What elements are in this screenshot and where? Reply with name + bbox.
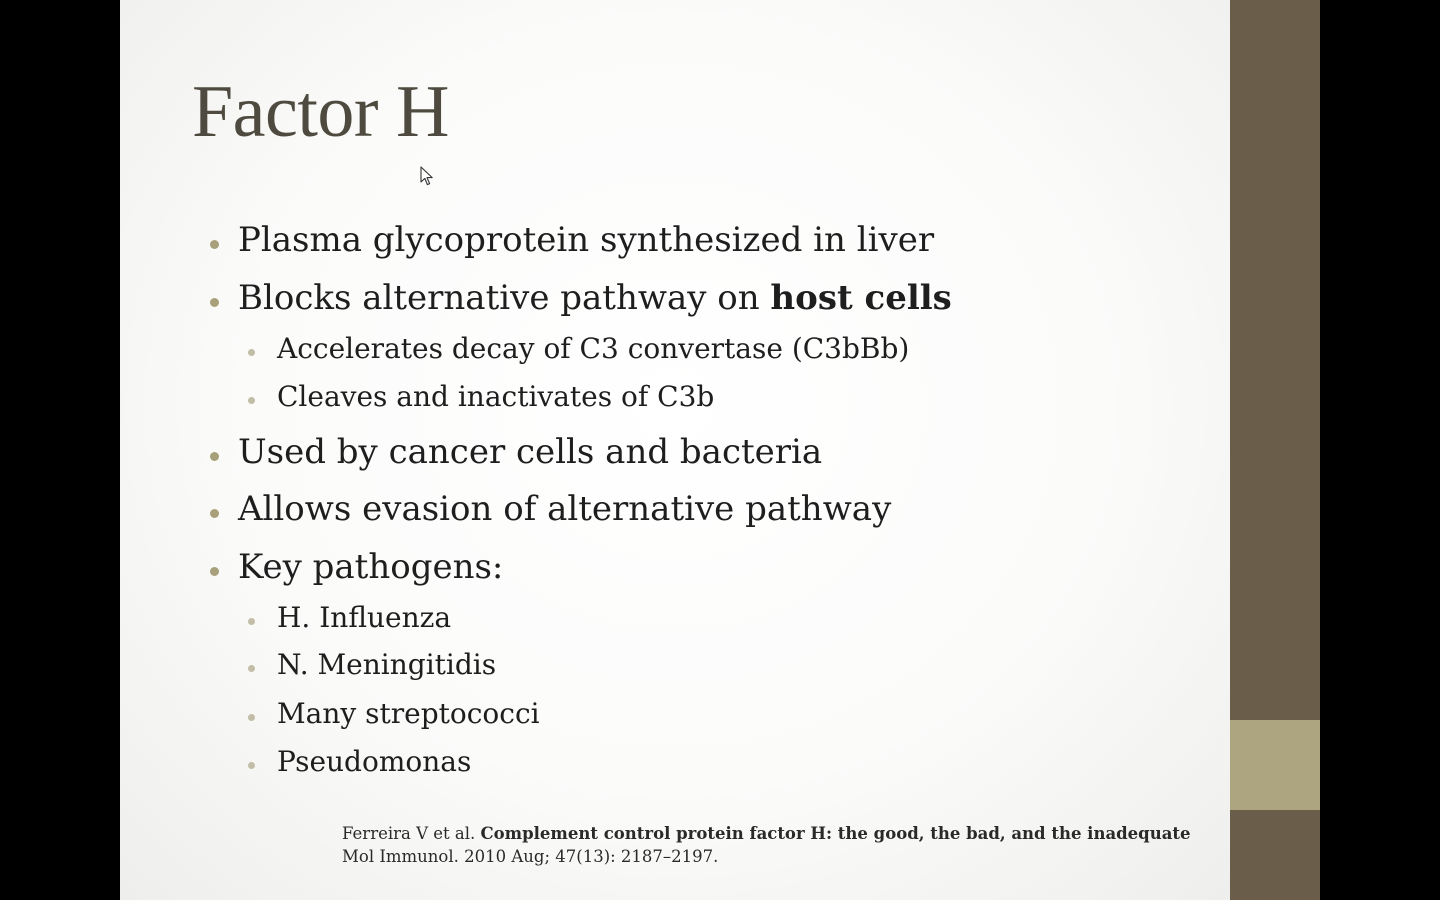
bullet-text: Accelerates decay of C3 convertase (C3bBb) [277, 332, 910, 365]
bullet-marker [210, 298, 219, 307]
bullet-item [238, 432, 822, 472]
bullet-marker [248, 665, 255, 672]
sub-bullet-item [277, 380, 714, 413]
bullet-item [238, 489, 891, 529]
bullet-text: H. Influenza [277, 601, 452, 634]
bullet-text: Allows evasion of alternative pathway [238, 489, 892, 529]
sub-bullet-item [277, 697, 540, 730]
bullet-bold-text: host cells [770, 278, 952, 318]
bullet-marker [248, 397, 255, 404]
bullet-marker [248, 618, 255, 625]
slide-side-bar [1230, 0, 1320, 900]
citation-line-1 [342, 822, 1191, 845]
bullet-marker [248, 349, 255, 356]
bullet-item [238, 547, 503, 587]
slide [120, 0, 1230, 900]
bullet-list [120, 0, 1230, 900]
bullet-marker [210, 240, 219, 249]
bullet-marker [210, 509, 219, 518]
bullet-text: Blocks alternative pathway on [238, 278, 771, 318]
bullet-text: Pseudomonas [277, 745, 472, 778]
bullet-marker [210, 452, 219, 461]
citation-journal: Mol Immunol. 2010 Aug; 47(13): 2187–2197. [342, 847, 719, 866]
bullet-text: Used by cancer cells and bacteria [238, 432, 823, 472]
citation [342, 822, 1191, 868]
bullet-text: Many streptococci [277, 697, 540, 730]
bullet-text: N. Meningitidis [277, 648, 497, 681]
slide-title: Factor H [192, 71, 449, 153]
bullet-text: Plasma glycoprotein synthesized in liver [238, 220, 935, 260]
citation-authors: Ferreira V et al. [342, 824, 481, 843]
bullet-text: Key pathogens: [238, 547, 504, 587]
bullet-item [238, 278, 952, 318]
bullet-marker [248, 714, 255, 721]
bullet-marker [210, 567, 219, 576]
sub-bullet-item [277, 332, 909, 365]
bullet-marker [248, 762, 255, 769]
bullet-item [238, 220, 934, 260]
citation-article-title: Complement control protein factor H: the good, the bad, and the inadequate [480, 824, 1191, 843]
bullet-text: Cleaves and inactivates of C3b [277, 380, 715, 413]
sub-bullet-item [277, 648, 496, 681]
side-bar-accent-block [1230, 720, 1320, 810]
sub-bullet-item [277, 601, 451, 634]
sub-bullet-item [277, 745, 471, 778]
